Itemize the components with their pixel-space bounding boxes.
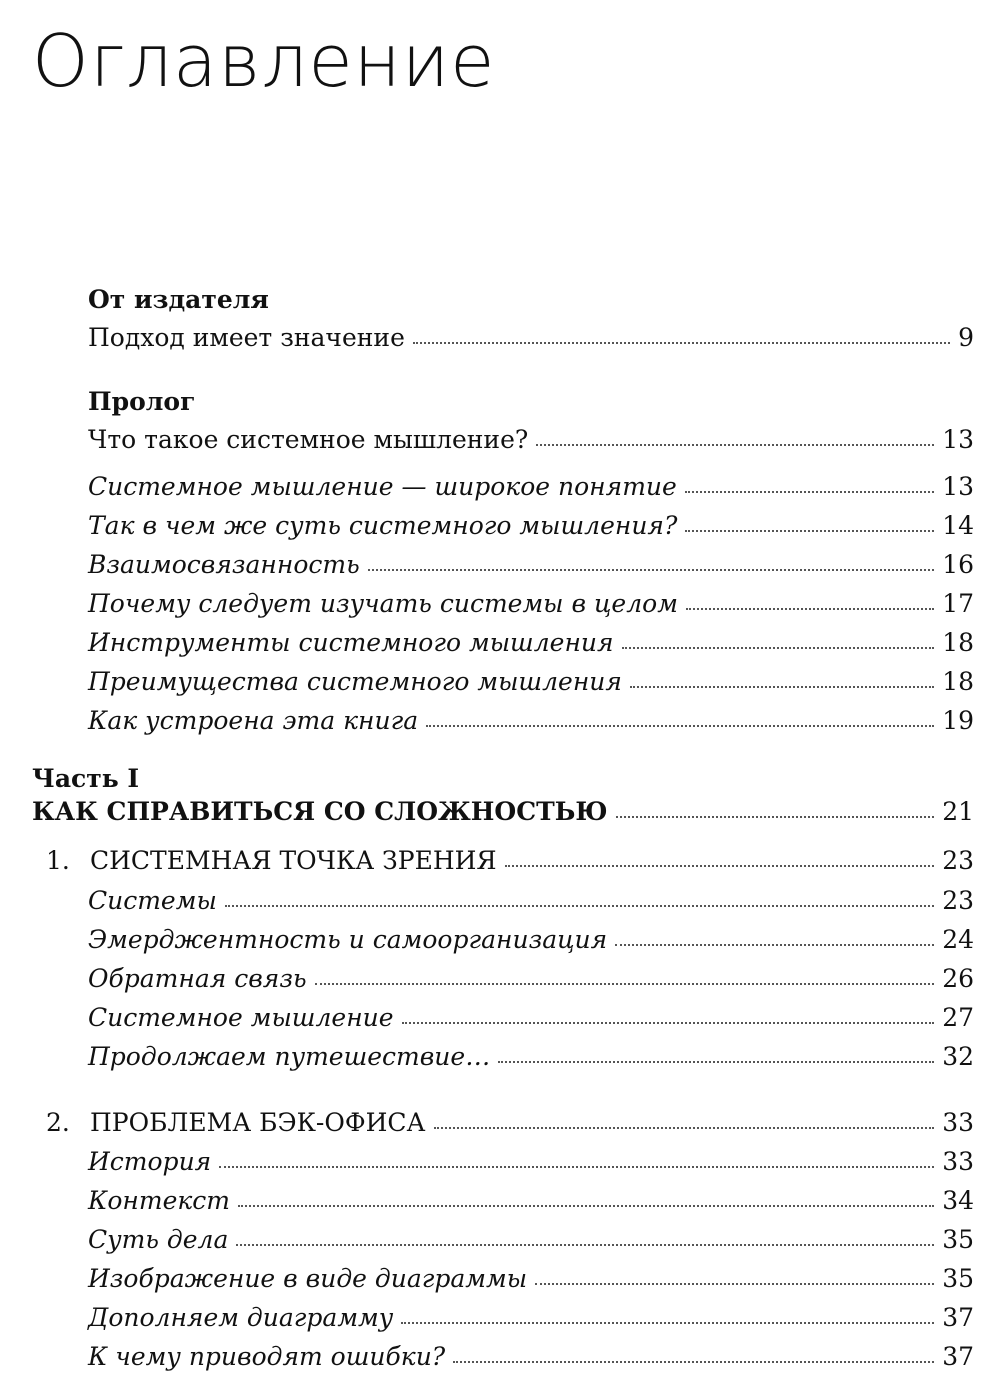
toc-entry-text: Инструменты системного мышления <box>88 628 614 657</box>
toc-page-number: 13 <box>942 425 974 454</box>
dot-leader <box>315 977 935 985</box>
toc-page-number: 19 <box>942 706 974 735</box>
toc-page-number: 34 <box>942 1186 974 1215</box>
toc-entry[interactable] <box>88 1002 974 1034</box>
toc-entry-chapter[interactable] <box>46 1107 974 1139</box>
toc-page-number: 9 <box>958 323 974 352</box>
toc-page-number: 18 <box>942 667 974 696</box>
toc-page-number: 23 <box>942 846 974 875</box>
toc-entry-text: Продолжаем путешествие… <box>88 1042 491 1071</box>
toc-entry[interactable] <box>88 424 974 456</box>
toc-entry-text: Подход имеет значение <box>88 323 405 352</box>
toc-entry[interactable] <box>88 588 974 620</box>
toc-page-number: 13 <box>942 472 974 501</box>
dot-leader <box>615 938 934 946</box>
part-label: Часть I <box>32 764 140 793</box>
toc-entry-text: Системное мышление <box>88 1003 394 1032</box>
toc-page-number: 26 <box>942 964 974 993</box>
toc-entry-chapter[interactable] <box>46 845 974 877</box>
toc-entry-text: КАК СПРАВИТЬСЯ СО СЛОЖНОСТЬЮ <box>32 797 608 826</box>
toc-entry[interactable] <box>88 322 974 354</box>
toc-entry-text: История <box>88 1147 212 1176</box>
toc-entry[interactable] <box>88 1224 974 1256</box>
toc-entry-text: Преимущества системного мышления <box>88 667 622 696</box>
toc-entry[interactable] <box>88 705 974 737</box>
dot-leader <box>505 859 935 867</box>
toc-entry[interactable] <box>88 963 974 995</box>
toc-entry-text: Почему следует изучать системы в целом <box>88 589 678 618</box>
toc-entry[interactable] <box>88 627 974 659</box>
toc-entry-text: Так в чем же суть системного мышления? <box>88 511 678 540</box>
toc-page-number: 21 <box>942 797 974 826</box>
dot-leader <box>236 1238 934 1246</box>
chapter-title: ПРОБЛЕМА БЭК-ОФИСА <box>90 1108 426 1137</box>
toc-entry[interactable] <box>88 1146 974 1178</box>
toc-page-number: 17 <box>942 589 974 618</box>
section-heading-publisher: От издателя <box>88 285 269 314</box>
toc-page-number: 33 <box>942 1147 974 1176</box>
dot-leader <box>401 1316 934 1324</box>
toc-entry-text: Системы <box>88 886 217 915</box>
toc-entry[interactable] <box>88 549 974 581</box>
toc-page-number: 35 <box>942 1264 974 1293</box>
toc-entry-text: Контекст <box>88 1186 231 1215</box>
toc-entry-text: Суть дела <box>88 1225 229 1254</box>
dot-leader <box>630 680 934 688</box>
toc-entry-text: Обратная связь <box>88 964 307 993</box>
dot-leader <box>685 524 934 532</box>
toc-entry[interactable] <box>88 924 974 956</box>
toc-entry-text: Взаимосвязанность <box>88 550 360 579</box>
toc-page-number: 35 <box>942 1225 974 1254</box>
toc-entry-text <box>46 845 497 877</box>
dot-leader <box>453 1355 934 1363</box>
section-heading-prologue: Пролог <box>88 387 196 416</box>
toc-entry[interactable] <box>88 1263 974 1295</box>
toc-entry-text <box>46 1107 426 1139</box>
dot-leader <box>434 1121 935 1129</box>
toc-page-number: 27 <box>942 1003 974 1032</box>
toc-entry[interactable] <box>88 885 974 917</box>
toc-entry-text: Эмерджентность и самоорганизация <box>88 925 608 954</box>
toc-entry[interactable] <box>88 510 974 542</box>
dot-leader <box>622 641 935 649</box>
toc-entry-text: Системное мышление — широкое понятие <box>88 472 677 501</box>
page-title: Оглавление <box>32 19 496 103</box>
toc-entry[interactable] <box>88 1041 974 1073</box>
toc-entry[interactable] <box>88 1341 974 1373</box>
toc-entry-text: Что такое системное мышление? <box>88 425 529 454</box>
toc-page-number: 16 <box>942 550 974 579</box>
chapter-number: 2. <box>46 1108 70 1137</box>
toc-page-number: 24 <box>942 925 974 954</box>
toc-entry-text: Как устроена эта книга <box>88 706 419 735</box>
dot-leader <box>402 1016 935 1024</box>
dot-leader <box>238 1199 934 1207</box>
dot-leader <box>535 1277 934 1285</box>
dot-leader <box>225 899 934 907</box>
toc-page-number: 37 <box>942 1342 974 1371</box>
toc-page-number: 18 <box>942 628 974 657</box>
dot-leader <box>685 485 934 493</box>
toc-page-number: 14 <box>942 511 974 540</box>
toc-entry[interactable] <box>88 1185 974 1217</box>
dot-leader <box>426 719 934 727</box>
chapter-title: СИСТЕМНАЯ ТОЧКА ЗРЕНИЯ <box>90 846 497 875</box>
dot-leader <box>219 1160 934 1168</box>
toc-entry[interactable] <box>88 666 974 698</box>
toc-page-number: 23 <box>942 886 974 915</box>
dot-leader <box>686 602 934 610</box>
dot-leader <box>536 438 934 446</box>
toc-entry-part[interactable] <box>32 796 974 828</box>
toc-entry-text: Изображение в виде диаграммы <box>88 1264 528 1293</box>
toc-page-number: 37 <box>942 1303 974 1332</box>
toc-entry[interactable] <box>88 1302 974 1334</box>
dot-leader <box>413 336 950 344</box>
toc-page-number: 33 <box>942 1108 974 1137</box>
toc-entry[interactable] <box>88 471 974 503</box>
toc-entry-text: Дополняем диаграмму <box>88 1303 394 1332</box>
dot-leader <box>616 810 935 818</box>
dot-leader <box>498 1055 934 1063</box>
toc-page-number: 32 <box>942 1042 974 1071</box>
dot-leader <box>368 563 934 571</box>
toc-entry-text: К чему приводят ошибки? <box>88 1342 446 1371</box>
chapter-number: 1. <box>46 846 70 875</box>
